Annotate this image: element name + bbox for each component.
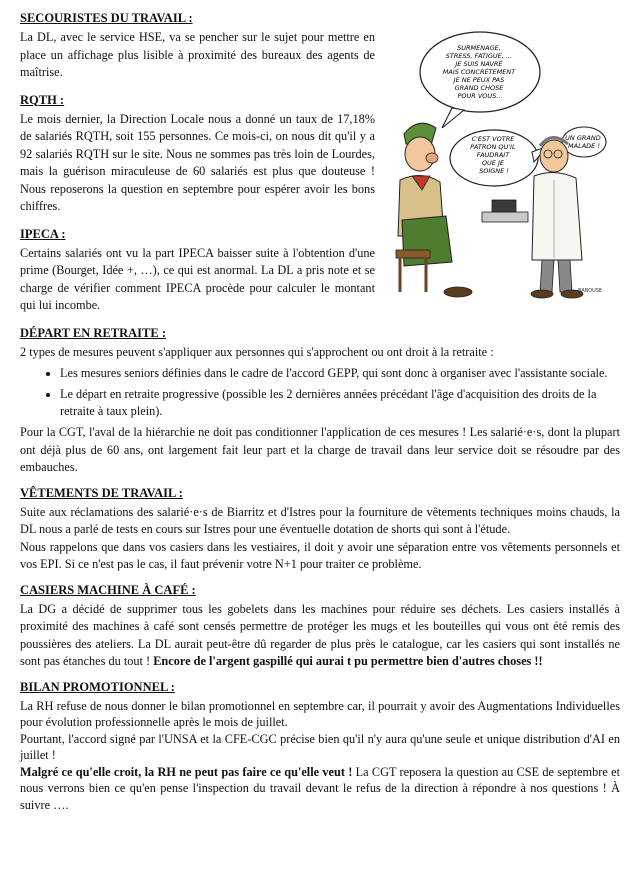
section-text-ipeca: Certains salariés ont vu la part IPECA baisser suite à l'obtention d'une prime (Bourget, Idée +, …), ce qui est anormal. La DL a pris note et se charge de vérifier comment IPECA procède pour calculer le montant qui lui incombe. bbox=[20, 245, 375, 312]
retraite-bullet-list bbox=[20, 365, 620, 420]
cartoon-svg bbox=[382, 30, 608, 300]
section-rqth bbox=[20, 92, 375, 216]
section-title-casiers: CASIERS MACHINE À CAFÉ : bbox=[20, 582, 196, 597]
desk-object bbox=[492, 200, 516, 212]
bubble-side-line: UN GRAND bbox=[565, 134, 601, 142]
bubble-side-text bbox=[565, 134, 603, 150]
bubble-patient-line: GRAND CHOSE bbox=[454, 84, 504, 92]
bubble-patient-line: JE SUIS NAVRÉ bbox=[455, 60, 503, 68]
bubble-doctor-line: PATRON QU'IL bbox=[470, 143, 516, 151]
patient-stool-seat bbox=[396, 250, 430, 258]
section-intro-retraite: 2 types de mesures peuvent s'appliquer aux personnes qui s'approchent ou ont droit à la retraite : bbox=[20, 344, 494, 359]
bilan-bold-text: Malgré ce qu'elle croit, la RH ne peut pas faire ce qu'elle veut ! bbox=[20, 764, 353, 779]
section-ipeca bbox=[20, 226, 375, 315]
section-text1-bilan: La RH refuse de nous donner le bilan promotionnel en septembre car, il pourrait y avoir des Augmentations Individuelles pour évolution professionnelle après le mois de juillet. bbox=[20, 698, 620, 730]
section-text-rqth: Le mois dernier, la Direction Locale nous a donné un taux de 17,18% de salariés RQTH, soit 155 personnes. Ce mois-ci, on nous dit qu'il y a 92 salariés RQTH sur le site. Nous ne sommes pas très loin de Lourdes, mais la guérison miraculeuse de 60 salariés est plus que douteuse ! Nous reposerons la question en septembre pour espérer avoir les bons chiffres. bbox=[20, 111, 375, 213]
section-title-ipeca: IPECA : bbox=[20, 226, 66, 241]
section-vetements bbox=[20, 485, 620, 574]
doctor-leg bbox=[540, 260, 554, 292]
bubble-doctor-line: FAUDRAIT bbox=[476, 151, 510, 159]
bubble-patient-line: STRESS, FATIGUE, ... bbox=[445, 52, 513, 60]
section-retraite bbox=[20, 325, 620, 477]
section-text1-vetements: Suite aux réclamations des salarié·e·s de Biarritz et d'Istres pour la fourniture de vêtements techniques moins chauds, la DL nous a parlé de tests en cours sur Istres pour une éventuelle dotation de shorts qui sont à l'étude. bbox=[20, 504, 620, 536]
section-text2-bilan: Pourtant, l'accord signé par l'UNSA et la CFE-CGC précise bien qu'il n'y aura qu'une seule et unique distribution d'AI en juillet ! bbox=[20, 731, 620, 763]
bubble-patient-line: SURMENAGE, bbox=[457, 44, 501, 52]
bubble-patient-line: JE NE PEUX PAS bbox=[453, 76, 505, 84]
cartoon-illustration bbox=[382, 30, 608, 300]
section-text-casiers bbox=[20, 601, 620, 671]
cartoon-signature: BABOUSE bbox=[577, 288, 603, 294]
bubble-patient-line: POUR VOUS... bbox=[457, 92, 503, 100]
doctor-figure bbox=[531, 137, 583, 298]
bubble-doctor-line: SOIGNE ! bbox=[479, 167, 509, 175]
section-title-bilan: BILAN PROMOTIONNEL : bbox=[20, 679, 175, 694]
list-item: • Le départ en retraite progressive (possible les 2 dernières années précédant l'âge d'acquisition des droits de la retraite à taux plein). bbox=[60, 386, 620, 420]
section-title-rqth: RQTH : bbox=[20, 92, 65, 107]
section-title-retraite: DÉPART EN RETRAITE : bbox=[20, 325, 166, 340]
section-secouristes bbox=[20, 10, 375, 82]
patient-nose bbox=[426, 153, 438, 163]
casiers-bold-text: Encore de l'argent gaspillé qui aurai t pu permettre bien d'autres choses !! bbox=[153, 654, 543, 668]
section-text-secouristes: La DL, avec le service HSE, va se pencher sur le sujet pour mettre en place un affichage plus lisible à proximité des bureaux des agents de maîtrise. bbox=[20, 30, 375, 79]
doctor-coat bbox=[532, 172, 582, 260]
casiers-text: La DG a décidé de supprimer tous les gobelets dans les machines pour réduire ses déchets. Les casiers installés à proximité des machines à café sont censés permettre de protéger les mugs et les bouteilles qui vous ont été remis des poussières des ateliers. La DL aurait peut-être dû regarder de plus près le catalogue, car les casiers qui sont installés ne sont pas étanches du tout ! bbox=[20, 601, 620, 668]
bubble-doctor-line: QUE JE bbox=[481, 159, 504, 167]
doctor-leg bbox=[558, 260, 572, 292]
section-text3-bilan bbox=[20, 764, 620, 814]
section-casiers bbox=[20, 582, 620, 671]
section-text2-vetements: Nous rappelons que dans vos casiers dans les vestiaires, il doit y avoir une séparation entre vos vêtements personnels et vos EPI. Si ce n'est pas le cas, il faut prévenir votre N+1 pour traiter ce problème. bbox=[20, 539, 620, 571]
section-outro-retraite: Pour la CGT, l'aval de la hiérarchie ne doit pas conditionner l'application de ces mesures ! Les salarié·e·s, dont la plupart ont déjà plus de 60 ans, ont largement fait leur part et la charge de travail dans leur service doit se résoudre par des embauches. bbox=[20, 425, 620, 474]
section-title-vetements: VÊTEMENTS DE TRAVAIL : bbox=[20, 485, 183, 500]
patient-boot bbox=[444, 287, 472, 297]
bubble-doctor-line: C'EST VOTRE bbox=[471, 135, 515, 143]
section-bilan bbox=[20, 679, 620, 814]
doctor-shoe bbox=[531, 290, 553, 298]
section-title-secouristes: SECOURISTES DU TRAVAIL : bbox=[20, 11, 193, 25]
bubble-patient-line: MAIS CONCRÈTEMENT bbox=[442, 68, 516, 76]
bilan-text3: La CGT reposera la question au CSE de septembre et nous verrons bien ce qu'en pense l'inspection du travail devant le refus de la direction à répondre à nos questions ! À suivre …. bbox=[20, 764, 620, 813]
bubble-side-line: MALADE ! bbox=[568, 142, 600, 150]
list-item: • Les mesures seniors définies dans le cadre de l'accord GEPP, qui sont donc à organiser avec l'assistante sociale. bbox=[60, 365, 620, 382]
speech-bubble-patient-tail bbox=[442, 108, 464, 128]
desk-top bbox=[482, 212, 528, 222]
